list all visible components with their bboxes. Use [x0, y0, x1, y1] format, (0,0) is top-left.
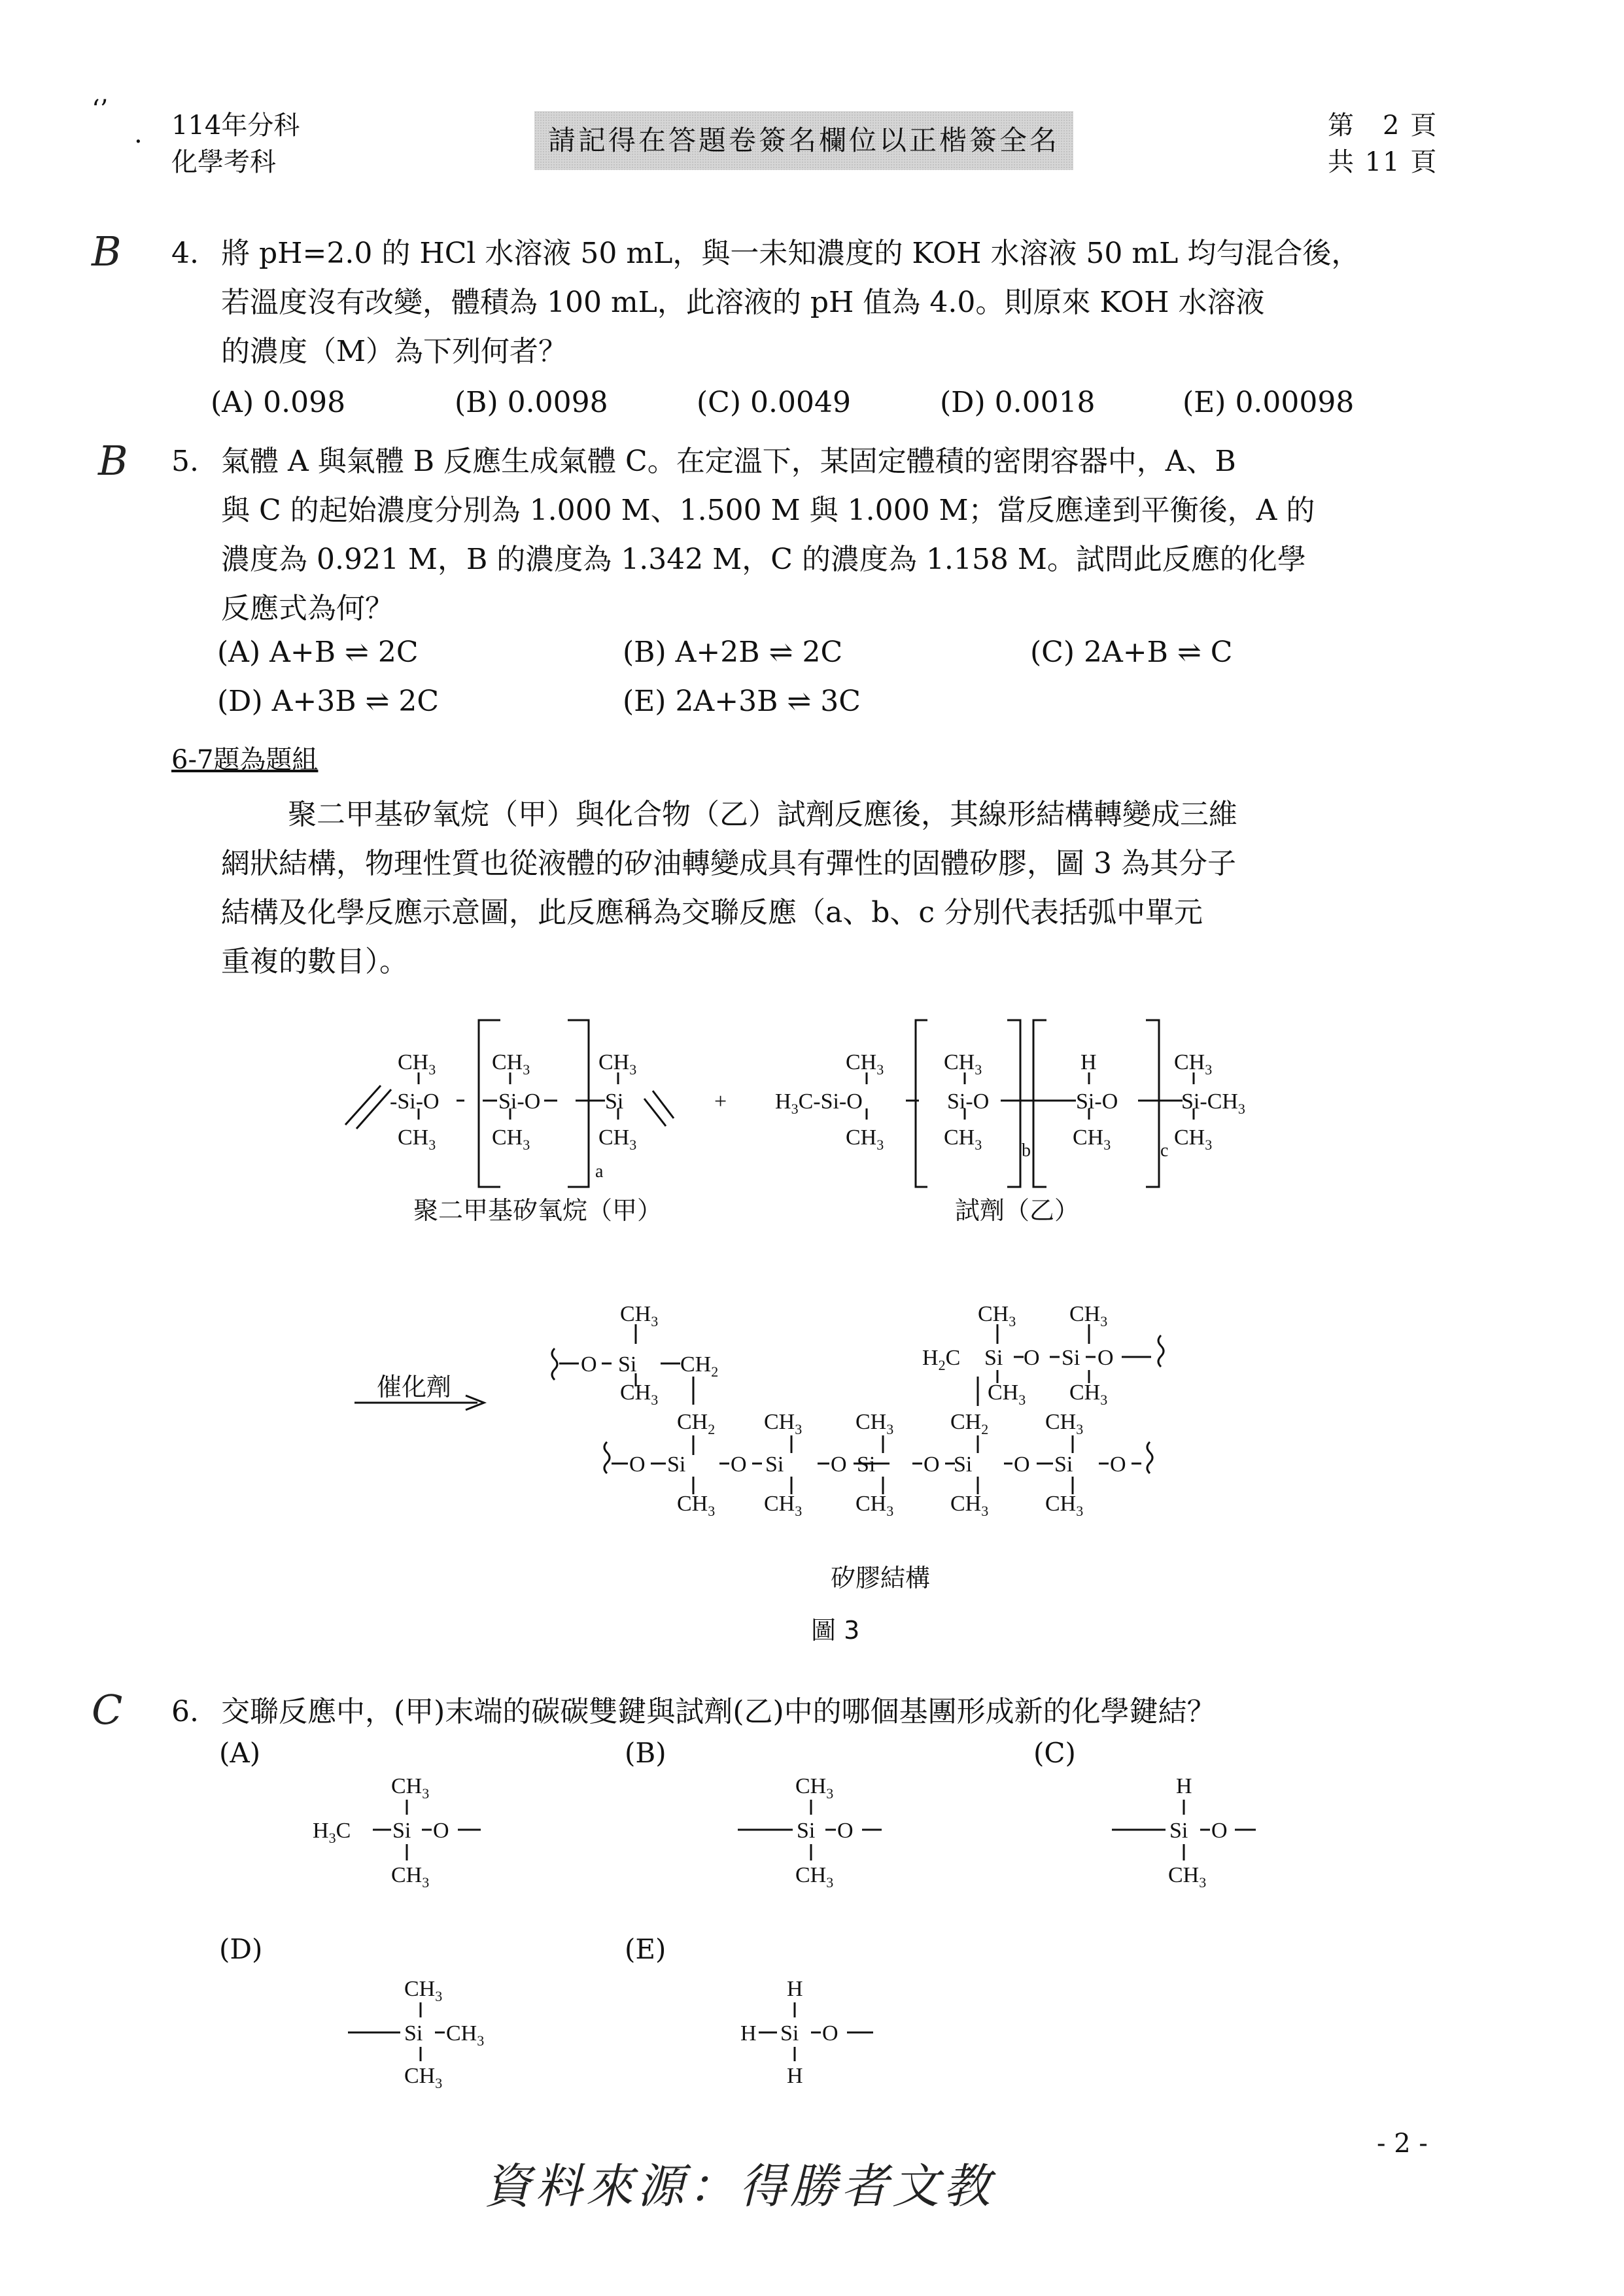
ch3-label: $CH_3$ [795, 1774, 834, 1802]
ch3-label: $CH_3$ [404, 2064, 443, 2091]
si-label: Si [1169, 1819, 1188, 1843]
ch3-label: $CH_3$ [391, 1863, 430, 1891]
ch3-label: $CH_3$ [795, 1863, 834, 1891]
ch3-label: $CH_3$ [398, 1125, 436, 1153]
o-label: O [822, 2021, 838, 2046]
label-catalyst: 催化劑 [377, 1373, 452, 1401]
subject-year: 114年分科 [171, 111, 300, 141]
o-label: O [1211, 1819, 1228, 1843]
q5-number: 5. [171, 445, 199, 478]
ch3-label: $CH_3$ [978, 1302, 1016, 1329]
ch3-label: $CH_3$ [855, 1410, 894, 1437]
q5-option-c: (C) 2A+B ⇌ C [1030, 636, 1233, 669]
q4-number: 4. [171, 237, 199, 270]
q5-option-b: (B) A+2B ⇌ 2C [623, 636, 843, 669]
group-title: 6-7題為題組 [171, 745, 319, 775]
si-label: Si [984, 1346, 1003, 1370]
q6-label-d: (D) [219, 1933, 263, 1965]
o-label: O [731, 1452, 747, 1477]
q4-option-e: (E) 0.00098 [1183, 386, 1355, 419]
handwritten-source-note: 資料來源：得勝者文教 [484, 2159, 995, 2214]
q5-option-a: (A) A+B ⇌ 2C [217, 636, 419, 669]
ch3-label: $CH_3$ [846, 1125, 884, 1153]
label-pdms: 聚二甲基矽氧烷（甲） [413, 1196, 663, 1225]
subscript-a: a [595, 1161, 604, 1182]
si-label: Si-O [498, 1089, 541, 1114]
group-line3: 結構及化學反應示意圖，此反應稱為交聯反應（a、b、c 分別代表括弧中單元 [221, 896, 1203, 929]
subscript-b: b [1022, 1140, 1031, 1161]
si-label: Si [797, 1819, 816, 1843]
o-label: O [1097, 1346, 1114, 1370]
ch3-label: $CH_3$ [598, 1050, 637, 1078]
q5-option-d: (D) A+3B ⇌ 2C [217, 685, 440, 718]
ch3-label: $CH_3$ [446, 2021, 485, 2049]
q4-option-a: (A) 0.098 [211, 386, 346, 419]
o-label: O [1110, 1452, 1126, 1477]
h-label: H [1080, 1050, 1097, 1074]
ch3-label: $CH_3$ [855, 1492, 894, 1519]
q5-line1: 氣體 A 與氣體 B 反應生成氣體 C。在定溫下，某固定體積的密閉容器中，A、B [221, 445, 1236, 478]
si-label: Si [605, 1089, 624, 1114]
q5-line4: 反應式為何？ [221, 592, 394, 625]
q5-line3: 濃度為 0.921 M，B 的濃度為 1.342 M，C 的濃度為 1.158 M。試問此反應的化學 [221, 543, 1306, 576]
ch3-label: $CH_3$ [1045, 1410, 1084, 1437]
ch3-label: $CH_3$ [1174, 1050, 1213, 1078]
o-label: O [433, 1819, 449, 1843]
si-label: Si [404, 2021, 423, 2046]
h-label: H [740, 2021, 757, 2046]
q6-stem: 交聯反應中，(甲)末端的碳碳雙鍵與試劑(乙)中的哪個基團形成新的化學鍵結？ [221, 1695, 1216, 1728]
si-label: Si [857, 1452, 876, 1477]
group-line4: 重複的數目）。 [221, 945, 408, 978]
q6-label-a: (A) [219, 1737, 261, 1769]
o-label: O [581, 1352, 597, 1377]
q4-line1: 將 pH=2.0 的 HCl 水溶液 50 mL，與一未知濃度的 KOH 水溶液 50 mL 均勻混合後， [221, 237, 1360, 270]
si-label: Si [765, 1452, 784, 1477]
si-label: Si [618, 1352, 637, 1377]
handwritten-answer-q4: B [92, 228, 122, 275]
handwritten-answer-q6: C [92, 1686, 123, 1734]
ch3-label: $CH_3$ [764, 1492, 803, 1519]
o-label: O [1024, 1346, 1040, 1370]
page-total: 共 11 頁 [1328, 147, 1438, 177]
ch2-label: $CH_2$ [950, 1410, 989, 1437]
si-label: Si-O [947, 1089, 990, 1114]
si-label: Si [1054, 1452, 1073, 1477]
plus-sign: + [714, 1089, 727, 1114]
ch3-label: $CH_3$ [1168, 1863, 1207, 1891]
h-label: H [787, 1977, 803, 2001]
ch3-label: $CH_3$ [1174, 1125, 1213, 1153]
o-label: O [629, 1452, 646, 1477]
o-label: O [1014, 1452, 1030, 1477]
ch3-label: $CH_3$ [1069, 1380, 1108, 1408]
ch3-label: $CH_3$ [764, 1410, 803, 1437]
si-ch3-label: $Si-CH_3$ [1181, 1089, 1245, 1117]
ch3-label: $CH_3$ [404, 1977, 443, 2004]
label-silicone-structure: 矽膠結構 [831, 1564, 931, 1592]
q5-option-e: (E) 2A+3B ⇌ 3C [623, 685, 861, 718]
q4-option-c: (C) 0.0049 [697, 386, 851, 419]
h3c-label: $H_3C$ [313, 1819, 351, 1846]
q4-line3: 的濃度（M）為下列何者？ [221, 335, 568, 368]
ch3-label: $CH_3$ [620, 1380, 659, 1408]
si-label: Si [1062, 1346, 1080, 1370]
figure-caption: 圖 3 [811, 1616, 860, 1645]
group-line1: 聚二甲基矽氧烷（甲）與化合物（乙）試劑反應後，其線形結構轉變成三維 [288, 798, 1237, 831]
o-label: O [837, 1819, 854, 1843]
dot-mark: ‘’ [92, 95, 109, 125]
ch3-label: $CH_3$ [944, 1125, 982, 1153]
handwritten-answer-q5: B [98, 437, 128, 485]
ch2-label: $CH_2$ [680, 1352, 719, 1380]
ch3-label: $CH_3$ [492, 1125, 530, 1153]
ch3-label: $CH_3$ [1073, 1125, 1111, 1153]
signature-reminder-banner: 請記得在答題卷簽名欄位以正楷簽全名 [534, 111, 1073, 170]
o-label: O [831, 1452, 847, 1477]
si-label: Si [954, 1452, 973, 1477]
q4-line2: 若溫度沒有改變，體積為 100 mL，此溶液的 pH 值為 4.0。則原來 KOH 水溶液 [221, 286, 1265, 319]
h-label: H [787, 2064, 803, 2088]
q5-line2: 與 C 的起始濃度分別為 1.000 M、1.500 M 與 1.000 M；當反應達到平衡後，A 的 [221, 494, 1315, 527]
si-label: Si-O [1076, 1089, 1118, 1114]
ch3-label: $CH_3$ [677, 1492, 716, 1519]
subscript-c: c [1160, 1140, 1169, 1161]
q4-option-b: (B) 0.0098 [455, 386, 608, 419]
ch3-label: $CH_3$ [492, 1050, 530, 1078]
ch3-label: $CH_3$ [398, 1050, 436, 1078]
group-line2: 網狀結構，物理性質也從液體的矽油轉變成具有彈性的固體矽膠，圖 3 為其分子 [221, 847, 1236, 880]
footer-page-number: - 2 - [1377, 2129, 1428, 2159]
si-label: Si [667, 1452, 686, 1477]
si-label: Si [392, 1819, 411, 1843]
si-label: -Si-O [390, 1089, 440, 1114]
q6-label-e: (E) [625, 1933, 666, 1965]
ch3-label: $CH_3$ [846, 1050, 884, 1078]
q6-number: 6. [171, 1695, 199, 1728]
ch3-label: $CH_3$ [950, 1492, 989, 1519]
q6-label-c: (C) [1033, 1737, 1076, 1769]
page-number: 第 2 頁 [1328, 111, 1438, 141]
ch3-label: $CH_3$ [620, 1302, 659, 1329]
ch3-label: $CH_3$ [944, 1050, 982, 1078]
ch2-label: $CH_2$ [677, 1410, 716, 1437]
ch3-label: $CH_3$ [988, 1380, 1026, 1408]
h3c-label: $H_3C-Si-O$ [775, 1089, 863, 1117]
h2c-label: $H_2C$ [922, 1346, 961, 1373]
ch3-label: $CH_3$ [391, 1774, 430, 1802]
o-label: O [924, 1452, 940, 1477]
h-label: H [1176, 1774, 1192, 1798]
q6-label-b: (B) [625, 1737, 666, 1769]
ch3-label: $CH_3$ [598, 1125, 637, 1153]
dot-mark-2: . [134, 119, 143, 149]
label-reagent: 試劑（乙） [955, 1196, 1080, 1225]
q4-option-d: (D) 0.0018 [940, 386, 1096, 419]
ch3-label: $CH_3$ [1045, 1492, 1084, 1519]
subject-name: 化學考科 [171, 147, 276, 177]
si-label: Si [780, 2021, 799, 2046]
ch3-label: $CH_3$ [1069, 1302, 1108, 1329]
